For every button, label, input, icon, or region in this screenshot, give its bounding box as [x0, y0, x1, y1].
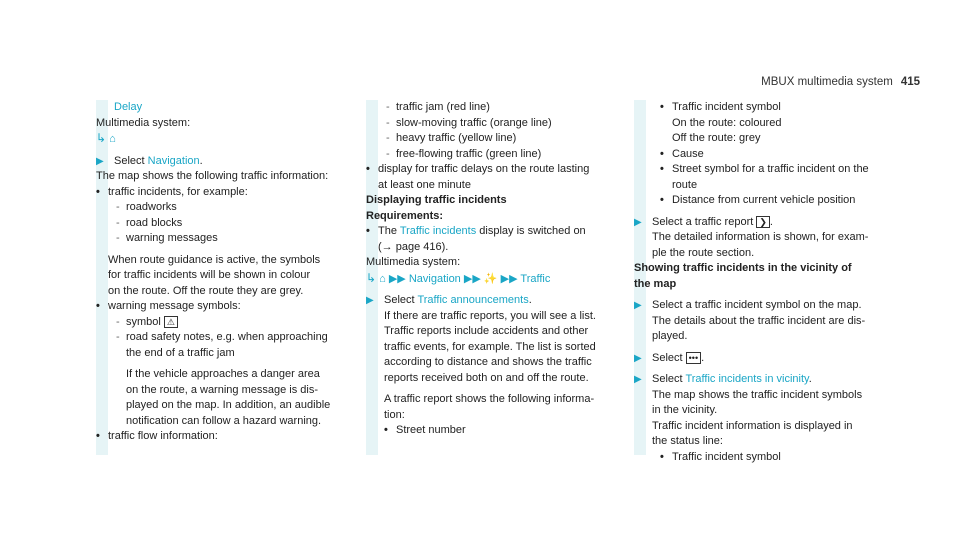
text: notification can follow a hazard warning. [126, 414, 322, 427]
menu-path [96, 131, 358, 148]
text: A traffic report shows the following informa- [384, 393, 595, 405]
text: played on the map. In addition, an audible [126, 399, 331, 411]
home-icon: ⌂ [379, 272, 386, 285]
text: ple the route section. [652, 246, 755, 259]
return-arrow-icon: ↳ [366, 270, 377, 285]
list-item: • The Traffic incidents display is switched on [366, 224, 628, 240]
list-item: • traffic incidents, for example: [96, 185, 358, 201]
column-1 [96, 100, 358, 445]
step-select-vicinity: ▶ Select Traffic incidents in vicinity. [634, 372, 896, 388]
text: If there are traffic reports, you will see a list. [384, 309, 596, 322]
more-dots-icon: ••• [686, 352, 701, 364]
page-header [761, 76, 920, 88]
text: reports received both on and off the route. [384, 371, 589, 384]
text: The details about the traffic incident are dis- [652, 314, 866, 327]
header-title: MBUX multimedia system [761, 76, 893, 88]
list-item: • Distance from current vehicle position [660, 194, 856, 206]
page-number: 415 [900, 76, 920, 88]
text: the status line: [652, 435, 723, 447]
list-item: • Street symbol for a traffic incident on the [660, 163, 869, 175]
text: the end of a traffic jam [126, 346, 235, 359]
list-item: - heavy traffic (yellow line) [366, 131, 628, 147]
page-reference: (→ page 416). [378, 240, 449, 253]
navigation-link[interactable]: Navigation [147, 154, 200, 167]
chevron-right-icon: ❯ [756, 216, 770, 228]
text: at least one minute [378, 178, 471, 191]
text: The map shows the following traffic information: [96, 170, 329, 182]
list-item: - road blocks [96, 216, 358, 232]
section-heading: Showing traffic incidents in the vicinity of [634, 262, 852, 274]
text: for traffic incidents will be shown in colour [108, 269, 311, 281]
step-select-report: ▶ Select a traffic report ❯ . [634, 215, 896, 231]
text: On the route: coloured [672, 116, 782, 129]
list-item: - symbol ⚠ [96, 315, 358, 331]
settings-wrench-icon: ✨ [483, 272, 498, 285]
delay-label: Delay [114, 101, 143, 113]
menu-path: ↳ ⌂ ▶▶ Navigation ▶▶ ✨ ▶▶ Traffic [366, 270, 551, 285]
mm-system-label: Multimedia system: [96, 116, 191, 129]
text: played. [652, 330, 688, 342]
text: Traffic reports include accidents and other [384, 325, 589, 337]
list-item: - traffic jam (red line) [366, 100, 628, 116]
list-item: - slow-moving traffic (orange line) [366, 116, 628, 132]
list-item: • Street number [384, 424, 466, 436]
return-arrow-icon: ↳ [96, 131, 107, 145]
section-heading: Displaying traffic incidents [366, 194, 507, 206]
section-heading: the map [634, 277, 677, 290]
text: in the vicinity. [652, 404, 718, 416]
traffic-incidents-link[interactable]: Traffic incidents [399, 225, 477, 237]
requirements-label: Requirements: [366, 209, 444, 222]
list-item: - roadworks [96, 200, 358, 216]
text: tion: [384, 408, 405, 421]
traffic-announcements-link[interactable]: Traffic announcements [417, 294, 529, 306]
text: Off the route: grey [672, 132, 761, 144]
text: If the vehicle approaches a danger area [126, 368, 320, 380]
text: on the route, a warning message is dis- [126, 383, 318, 396]
traffic-link[interactable]: Traffic [520, 272, 551, 285]
text: route [672, 178, 698, 191]
step-select-more: ▶ Select ••• . [634, 351, 896, 367]
list-item: - free-flowing traffic (green line) [366, 147, 628, 163]
list-item: • Cause [660, 147, 704, 160]
list-item: • warning message symbols: [96, 299, 358, 315]
text: according to distance and shows the traffic [384, 356, 592, 368]
column-3 [634, 100, 896, 465]
navigation-link[interactable]: Navigation [408, 272, 461, 285]
list-item: • traffic flow information: [96, 429, 358, 445]
text: on the route. Off the route they are grey. [108, 284, 304, 297]
list-item: - warning messages [96, 231, 358, 247]
list-item: - road safety notes, e.g. when approaching [96, 330, 358, 346]
list-item: • Traffic incident symbol [660, 450, 781, 463]
mm-system-label: Multimedia system: [366, 256, 461, 268]
step-select-symbol: ▶ Select a traffic incident symbol on the map. [634, 298, 896, 314]
list-item: • Traffic incident symbol [660, 101, 781, 113]
home-icon: ⌂ [109, 133, 116, 145]
warning-triangle-icon: ⚠ [164, 316, 178, 328]
text: The detailed information is shown, for exam- [652, 231, 869, 243]
text: traffic events, for example. The list is sorted [384, 340, 596, 353]
traffic-incidents-vicinity-link[interactable]: Traffic incidents in vicinity [685, 373, 809, 385]
step-select-navigation: ▶ Select Navigation. [96, 154, 358, 170]
list-item: • display for traffic delays on the route lasting [366, 162, 628, 178]
text: Traffic incident information is displayed in [652, 419, 853, 432]
text: When route guidance is active, the symbols [108, 253, 321, 266]
step-select-announcements: ▶ Select Traffic announcements. [366, 293, 628, 309]
column-2 [366, 100, 628, 439]
text: The map shows the traffic incident symbols [652, 388, 863, 401]
